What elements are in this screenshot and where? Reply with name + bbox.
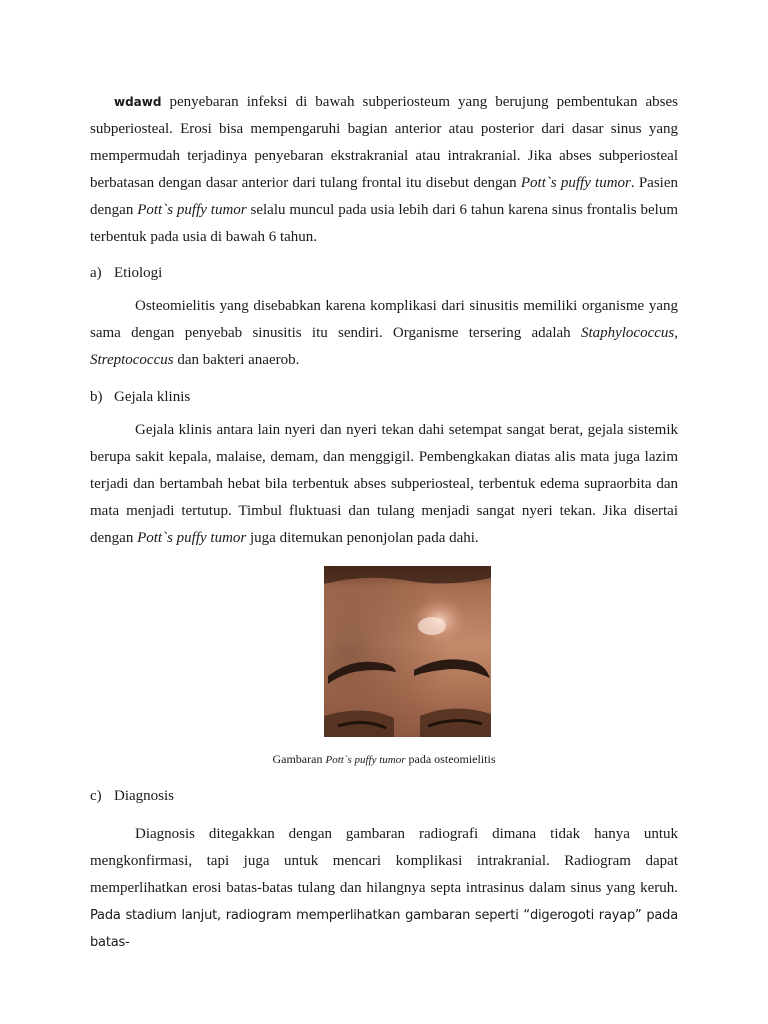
section-heading-etiologi: a) Etiologi xyxy=(90,265,163,281)
paragraph-gejala: Gejala klinis antara lain nyeri dan nyeri tekan dahi setempat sangat berat, gejala sistemik berupa sakit kepala, malaise, demam, dan menggigil. Pembengkakan diatas alis mata juga lazim terjadi dan bertambah hebat bila terbentuk abses subperiosteal, terbentuk edema supraorbita dan mata menjadi tertutup. Timbul fluktuasi dan tulang menjadi sangat nyeri tekan. Jika disertai dengan Pott`s puffy tumor juga ditemukan penonjolan pada dahi. xyxy=(90,422,678,546)
section-heading-diagnosis: c) Diagnosis xyxy=(90,788,174,804)
figure-caption: Gambaran Pott`s puffy tumor pada osteomielitis xyxy=(272,752,496,766)
paragraph-diagnosis: Diagnosis ditegakkan dengan gambaran radiografi dimana tidak hanya untuk mengkonfirmasi, tapi juga untuk mencari komplikasi intrakranial. Radiogram dapat memperlihatkan erosi batas-batas tulang dan hilangnya septa intrasinus dalam sinus yang keruh. Pada stadium lanjut, radiogram memperlihatkan gambaran seperti “digerogoti rayap” pada batas- xyxy=(90,826,678,950)
forehead-swelling-photo xyxy=(324,566,491,737)
paragraph-etiologi: Osteomielitis yang disebabkan karena komplikasi dari sinusitis memiliki organisme yang sama dengan penyebab sinusitis itu sendiri. Organisme tersering adalah Staphylococcus, Streptococcus dan bakteri anaerob. xyxy=(90,298,678,368)
section-heading-gejala: b) Gejala klinis xyxy=(90,389,191,405)
lead-word: wdawd xyxy=(114,95,162,109)
paragraph-intro: wdawd penyebaran infeksi di bawah subperiosteum yang berujung pembentukan abses subperiosteal. Erosi bisa mempengaruhi bagian anterior atau posterior dari dasar sinus yang mempermudah terjadinya penyebaran ekstrakranial atau intrakranial. Jika abses subperiosteal berbatasan dengan dasar anterior dari tulang frontal itu disebut dengan Pott`s puffy tumor. Pasien dengan Pott`s puffy tumor selalu muncul pada usia lebih dari 6 tahun karena sinus frontalis belum terbentuk pada usia di bawah 6 tahun. xyxy=(90,94,679,245)
